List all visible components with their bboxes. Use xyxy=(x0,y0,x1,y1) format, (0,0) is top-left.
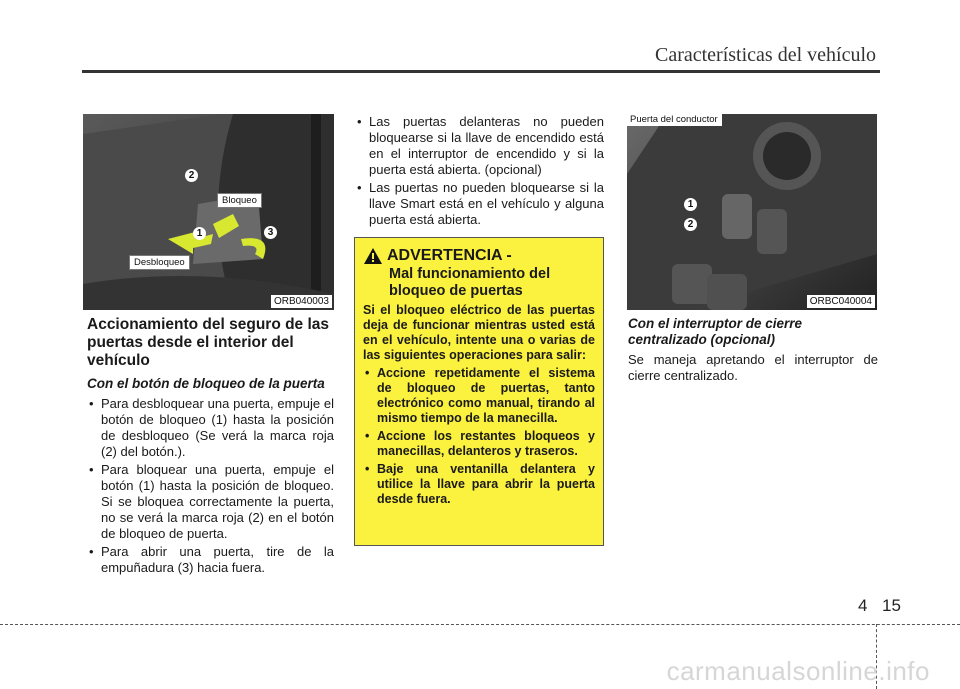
marker-2: 2 xyxy=(185,169,198,182)
list-item: • Accione los restantes bloqueos y manecillas, delanteros y traseros. xyxy=(363,429,595,459)
marker-3: 3 xyxy=(264,226,277,239)
watermark: carmanualsonline.info xyxy=(666,656,930,686)
warning-header xyxy=(363,246,595,266)
warning-triangle-icon xyxy=(363,247,383,265)
list-item: • Las puertas delanteras no pueden bloquearse si la llave de encendido está en el interruptor de encendido y si la puerta está abierta. (opcional) xyxy=(355,114,604,178)
central-lock-figure xyxy=(627,114,877,310)
header-title: Características del vehículo xyxy=(654,44,876,66)
header-rule xyxy=(82,70,880,73)
unlock-callout: Desbloqueo xyxy=(129,255,190,270)
body-text: Se maneja apretando el interruptor de cierre centralizado. xyxy=(628,352,878,383)
right-column xyxy=(628,316,878,384)
note-list xyxy=(355,114,604,228)
warning-list xyxy=(363,366,595,507)
door-lock-figure xyxy=(83,114,334,310)
chapter-number: 4 xyxy=(858,596,868,615)
list-item: • Baje una ventanilla delantera y utilice la llave para abrir la puerta desde fuera. xyxy=(363,462,595,507)
footer-rule xyxy=(0,624,960,625)
section-subtitle: Con el interruptor de cierre centralizado (opcional) xyxy=(628,316,803,347)
warning-intro: Si el bloqueo eléctrico de las puertas deja de funcionar mientras usted está en el vehículo, intente una o varias de las siguientes operaciones para salir: xyxy=(363,303,595,362)
page-number: 15 xyxy=(882,596,901,615)
lock-callout: Bloqueo xyxy=(217,193,262,208)
warning-title: ADVERTENCIA - xyxy=(387,247,512,264)
middle-column xyxy=(355,114,604,230)
instruction-list xyxy=(87,396,334,576)
section-subtitle: Con el botón de bloqueo de la puerta xyxy=(87,376,325,391)
list-item: • Accione repetidamente el sistema de bloqueo de puertas, tanto electrónico como manual, tirando al mismo tiempo de la manecilla. xyxy=(363,366,595,426)
warning-box xyxy=(354,237,604,546)
figure-code: ORBC040004 xyxy=(807,295,875,308)
marker-2: 2 xyxy=(684,218,697,231)
door-lock-illustration xyxy=(83,114,334,310)
marker-1: 1 xyxy=(684,198,697,211)
list-item: • Para desbloquear una puerta, empuje el botón de bloqueo (1) hasta la posición de desbloqueo (Se verá la marca roja (2) del botón.). xyxy=(87,396,334,460)
list-item: • Las puertas no pueden bloquearse si la llave Smart está en el vehículo y alguna puerta está abierta. xyxy=(355,180,604,228)
driver-door-callout: Puerta del conductor xyxy=(627,114,722,126)
marker-1: 1 xyxy=(193,227,206,240)
left-column xyxy=(87,316,334,578)
figure-code: ORB040003 xyxy=(271,295,332,308)
central-lock-illustration xyxy=(627,114,877,310)
list-item: • Para abrir una puerta, tire de la empuñadura (3) hacia fuera. xyxy=(87,544,334,576)
section-title: Accionamiento del seguro de las puertas desde el interior del vehículo xyxy=(87,316,330,369)
warning-subtitle: Mal funcionamiento del bloqueo de puertas xyxy=(389,266,551,299)
list-item: • Para bloquear una puerta, empuje el botón (1) hasta la posición de bloqueo. Si se bloquea correctamente la puerta, no se verá la marca roja (2) en el botón de bloqueo de puerta. xyxy=(87,462,334,542)
